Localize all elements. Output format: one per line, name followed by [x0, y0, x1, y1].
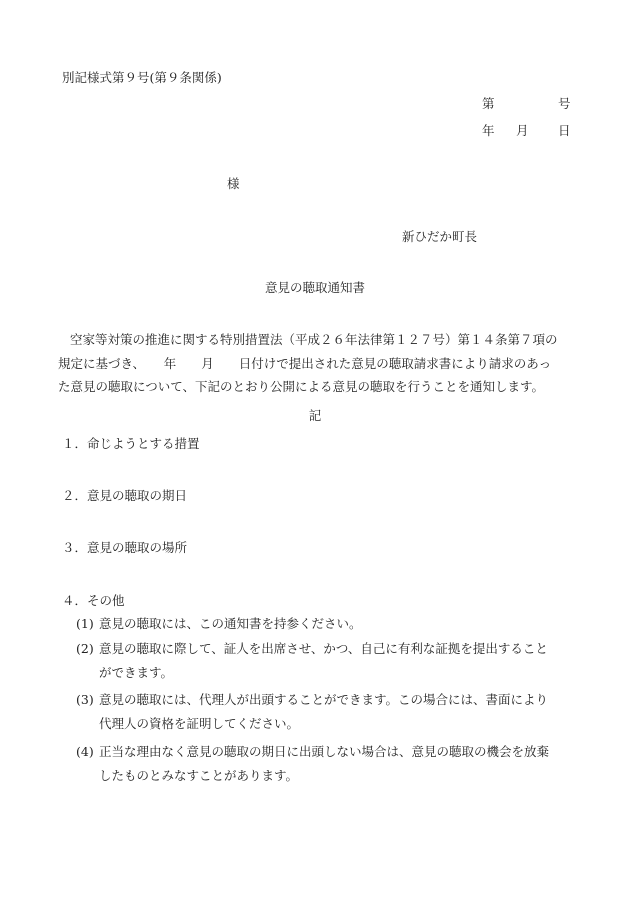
- item-measure: １．命じようとする措置: [62, 436, 200, 451]
- note-text: 意見の聴取には、代理人が出頭することができます。この場合には、書面により: [99, 692, 549, 707]
- note-number: (2): [76, 641, 94, 656]
- item-hearing-place: ３．意見の聴取の場所: [62, 540, 188, 555]
- document-number-suffix: 号: [558, 96, 571, 111]
- issuer-name: 新ひだか町長: [402, 229, 478, 244]
- body-line: た意見の聴取について、下記のとおり公開による意見の聴取を行うことを通知します。: [58, 379, 545, 394]
- document-number-prefix: 第: [482, 96, 495, 111]
- body-line: 規定に基づき、 年 月 日付けで提出された意見の聴取請求書により請求のあっ: [58, 355, 552, 371]
- note-number: (1): [76, 616, 94, 631]
- other-note-3: [76, 688, 576, 736]
- note-text: 意見の聴取に際して、証人を出席させ、かつ、自己に有利な証拠を提出すること: [99, 641, 548, 656]
- date-year-label: 年: [482, 123, 495, 138]
- other-note-2: [76, 637, 576, 685]
- note-number: (4): [76, 744, 94, 759]
- date-day-label: 日: [558, 123, 571, 138]
- note-text: 意見の聴取には、この通知書を持参ください。: [99, 616, 362, 631]
- date-month-label: 月: [516, 123, 529, 138]
- item-hearing-date: ２．意見の聴取の期日: [62, 488, 188, 503]
- addressee-honorific: 様: [227, 176, 240, 191]
- body-paragraph: [58, 328, 588, 399]
- other-note-1: [76, 612, 576, 636]
- document-title: 意見の聴取通知書: [264, 280, 365, 295]
- other-note-4: [76, 740, 576, 788]
- item-other: ４．その他: [62, 593, 125, 608]
- note-continuation: 代理人の資格を証明してください。: [99, 716, 300, 731]
- note-number: (3): [76, 692, 94, 707]
- note-text: 正当な理由なく意見の聴取の期日に出頭しない場合は、意見の聴取の機会を放棄: [99, 744, 550, 759]
- note-continuation: したものとみなすことがあります。: [99, 768, 299, 783]
- body-line: 空家等対策の推進に関する特別措置法（平成２６年法律第１２７号）第１４条第７項の: [70, 332, 558, 347]
- note-continuation: ができます。: [99, 665, 174, 680]
- form-label: 別記様式第９号(第９条関係): [62, 70, 222, 85]
- ki-heading: 記: [308, 408, 322, 423]
